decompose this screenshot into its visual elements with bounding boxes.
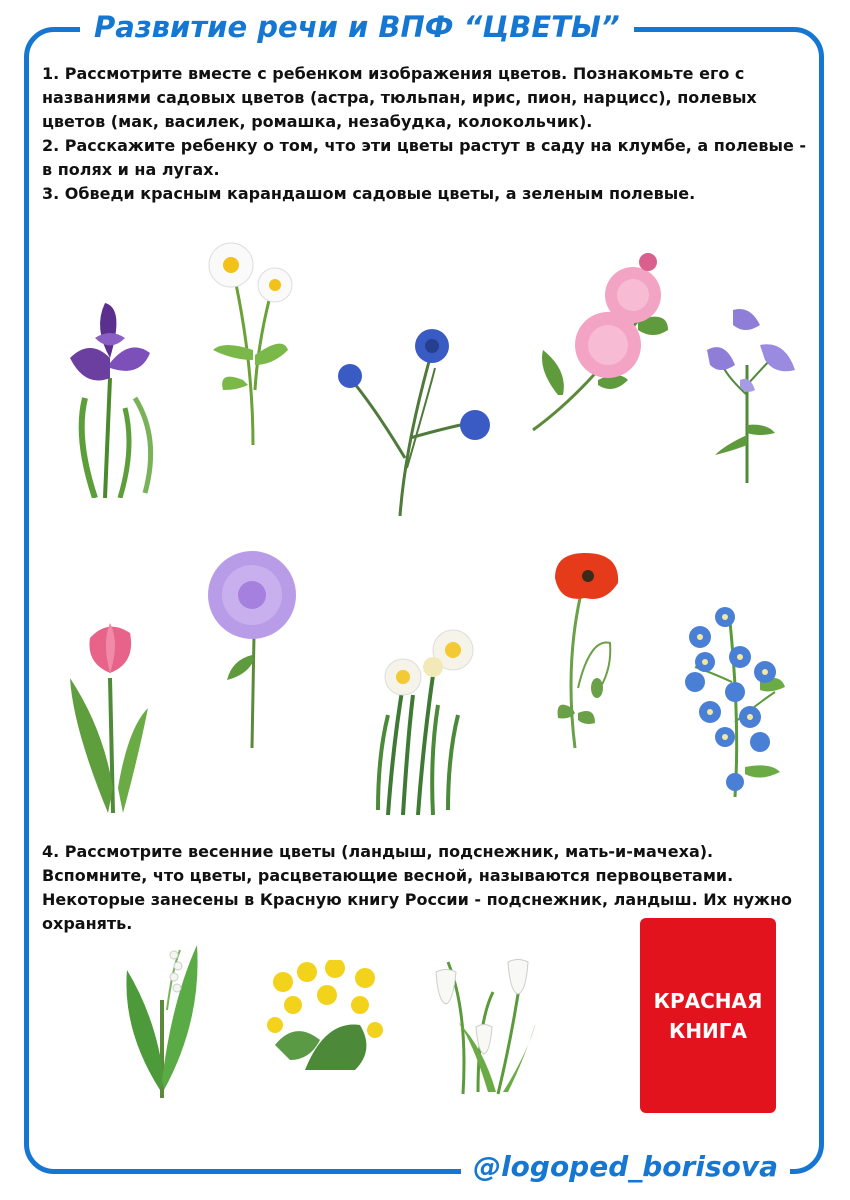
chamomile-image [203, 240, 298, 450]
bellflower-image [705, 305, 800, 485]
peony-image [528, 250, 673, 435]
lily-of-the-valley-image [122, 940, 202, 1100]
red-book-line-1: КРАСНАЯ [653, 988, 763, 1013]
instruction-1: 1. Рассмотрите вместе с ребенком изображения цветов. Познакомьте его с названиями садовых цветов (астра, тюльпан, ирис, пион, нарцисс), полевых цветов (мак, василек, ромашка, незабудка, колокольчик). [42, 64, 757, 131]
instruction-4: 4. Рассмотрите весенние цветы (ландыш, подснежник, мать-и-мачеха). Вспомните, что цветы, расцветающие весной, называются первоцветами. Некоторые занесены в Красную книгу России - подснежник, ландыш. Их нужно охранять. [42, 842, 793, 933]
red-book-card [640, 918, 776, 1113]
instruction-3: 3. Обведи красным карандашом садовые цветы, а зеленым полевые. [42, 184, 696, 203]
instructions-block-1 [42, 62, 817, 206]
snowdrop-image [418, 932, 543, 1097]
page-title: Развитие речи и ВПФ “ЦВЕТЫ” [80, 10, 634, 44]
daffodil-image [368, 625, 478, 815]
tulip-image [68, 618, 153, 818]
aster-image [202, 550, 302, 750]
instruction-2: 2. Расскажите ребенку о том, что эти цветы растут в саду на клумбе, а полевые - в полях и на лугах. [42, 136, 807, 179]
cornflower-image [335, 328, 495, 518]
author-handle: @logoped_borisova [461, 1150, 790, 1183]
forget-me-not-image [680, 602, 790, 802]
red-book-line-2: КНИГА [668, 1018, 748, 1043]
iris-image [65, 298, 170, 498]
poppy-image [550, 548, 625, 753]
coltsfoot-image [265, 960, 390, 1075]
